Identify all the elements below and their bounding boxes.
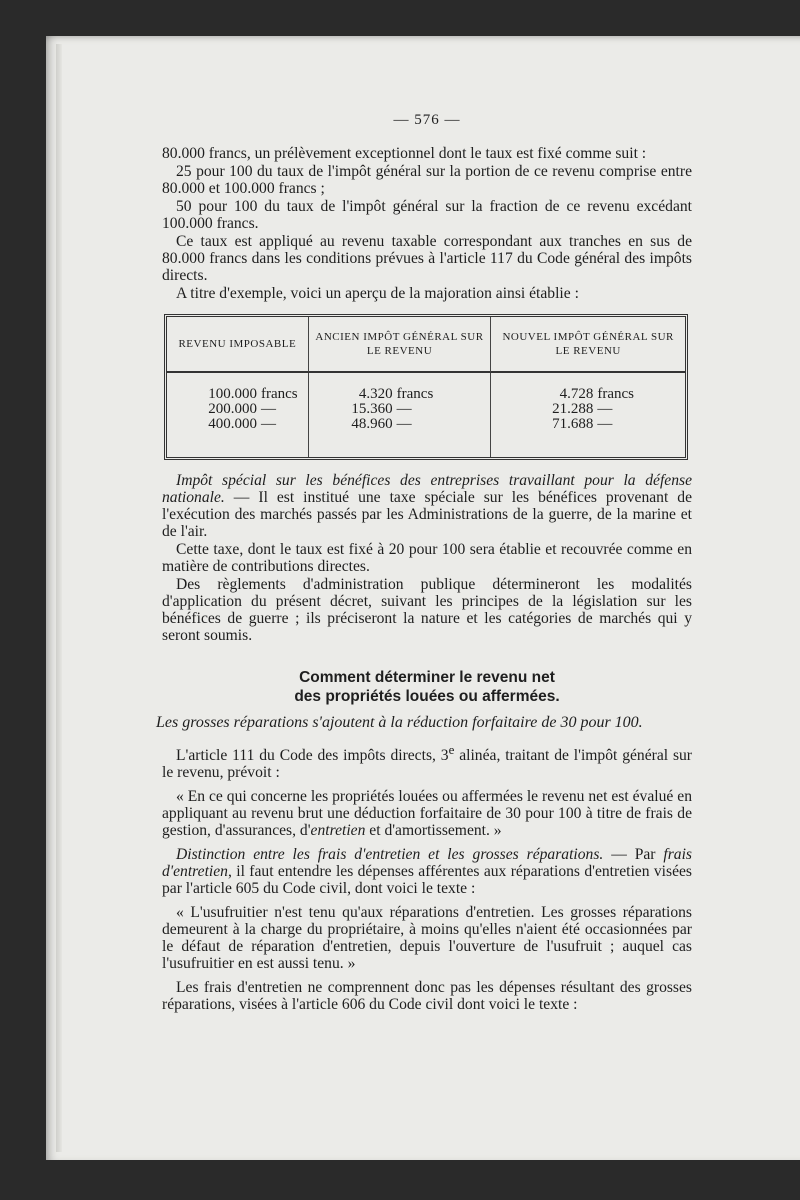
value: 4.728 [559, 386, 594, 402]
text: « En ce qui concerne les propriétés louées ou affermées le revenu net est évalué en appliquant au revenu brut une déduction forfaitaire de 30 pour 100 à titre de frais de gestion, d'assurances, d' [162, 788, 692, 840]
paragraph: 50 pour 100 du taux de l'impôt général sur la fraction de ce revenu excédant 100.000 francs. [162, 198, 692, 232]
unit: francs [597, 386, 635, 402]
value: 200.000 [208, 401, 257, 417]
section-heading [162, 668, 692, 706]
page-edge [56, 44, 62, 1152]
text: — Par [603, 846, 664, 864]
table-row [167, 373, 685, 457]
unit: — [597, 416, 613, 432]
text: , il faut entendre les dépenses afférentes aux réparations d'entretien visées par l'article 605 du Code civil, dont voici le texte : [162, 863, 692, 898]
subtitle: Les grosses réparations s'ajoutent à la réduction forfaitaire de 30 pour 100. [156, 714, 643, 731]
superscript: e [448, 742, 455, 757]
header-nouvel: NOUVEL IMPÔT GÉNÉRAL SUR LE REVENU [490, 317, 685, 373]
document-content [156, 112, 693, 1014]
text: alinéa, traitant de l'impôt général sur le revenu, prévoit : [162, 747, 693, 782]
paragraph: Ce taux est appliqué au revenu taxable correspondant aux tranches en sus de 80.000 francs dans les conditions prévues à l'article 117 du Code général des impôts directs. [162, 233, 692, 284]
text: frais d'entretien [162, 846, 692, 881]
paragraph-article-111 [162, 741, 692, 781]
paragraph: 80.000 francs, un prélèvement exceptionnel dont le taux est fixé comme suit : [162, 145, 647, 162]
section-title: Impôt spécial sur les bénéfices des entreprises travaillant pour la défense nationale. [162, 472, 692, 506]
unit: — [261, 401, 276, 417]
cell-nouvel [490, 373, 685, 457]
unit: — [396, 401, 412, 417]
paragraph: Les frais d'entretien ne comprennent donc pas les dépenses résultant des grosses réparations, visées à l'article 606 du Code civil dont voici le texte : [162, 979, 692, 1014]
paragraph: 25 pour 100 du taux de l'impôt général sur la portion de ce revenu comprise entre 80.000 et 100.000 francs ; [162, 163, 692, 197]
text: Distinction entre les frais d'entretien et les grosses réparations. [176, 846, 604, 864]
value: 71.688 [552, 416, 594, 432]
text: et d'amortissement. » [365, 822, 502, 840]
unit: francs [396, 386, 434, 402]
unit: — [261, 416, 276, 432]
paragraph: Cette taxe, dont le taux est fixé à 20 pour 100 sera établie et recouvrée comme en matière de contributions directes. [162, 541, 692, 575]
value: 4.320 [358, 386, 393, 402]
quote: « L'usufruitier n'est tenu qu'aux réparations d'entretien. Les grosses réparations demeurent à la charge du propriétaire, à moins qu'elles n'aient été occasionnées par le défaut de réparation d'entretien, depuis l'ouverture de l'usufruit ; auquel cas l'usufruitier en est aussi tenu. » [162, 904, 692, 973]
value: 15.360 [351, 401, 393, 417]
cell-revenu [167, 373, 308, 457]
cell-ancien [308, 373, 491, 457]
text: L'article 111 du Code des impôts directs, 3 [176, 747, 449, 765]
value: 400.000 [208, 416, 257, 432]
paragraph-distinction [162, 846, 692, 897]
heading-line: des propriétés louées ou affermées. [294, 688, 560, 705]
header-revenu: REVENU IMPOSABLE [167, 317, 308, 373]
paragraph-impot-special [162, 472, 692, 540]
unit: — [396, 416, 412, 432]
unit: — [597, 401, 613, 417]
paragraph: A titre d'exemple, voici un aperçu de la majoration ainsi établie : [176, 285, 579, 302]
table-header-row [167, 317, 685, 373]
value: 48.960 [351, 416, 393, 432]
tax-table [164, 314, 688, 460]
value: 100.000 [208, 386, 257, 402]
page-number: — 576 — [393, 112, 461, 128]
quote [162, 788, 692, 839]
heading-line: Comment déterminer le revenu net [299, 669, 555, 686]
paragraph: Des règlements d'administration publique détermineront les modalités d'application du présent décret, suivant les principes de la législation sur les bénéfices de guerre ; ils préciseront la nature et les catégories de marchés qui y seront soumis. [162, 576, 692, 644]
value: 21.288 [552, 401, 594, 417]
unit: francs [261, 386, 298, 402]
header-ancien: ANCIEN IMPÔT GÉNÉRAL SUR LE REVENU [308, 317, 491, 373]
text: entretien [310, 822, 366, 840]
text: — Il est institué une taxe spéciale sur les bénéfices provenant de l'exécution des marchés passés par les Administrations de la guerre, de la marine et de l'air. [162, 489, 692, 540]
